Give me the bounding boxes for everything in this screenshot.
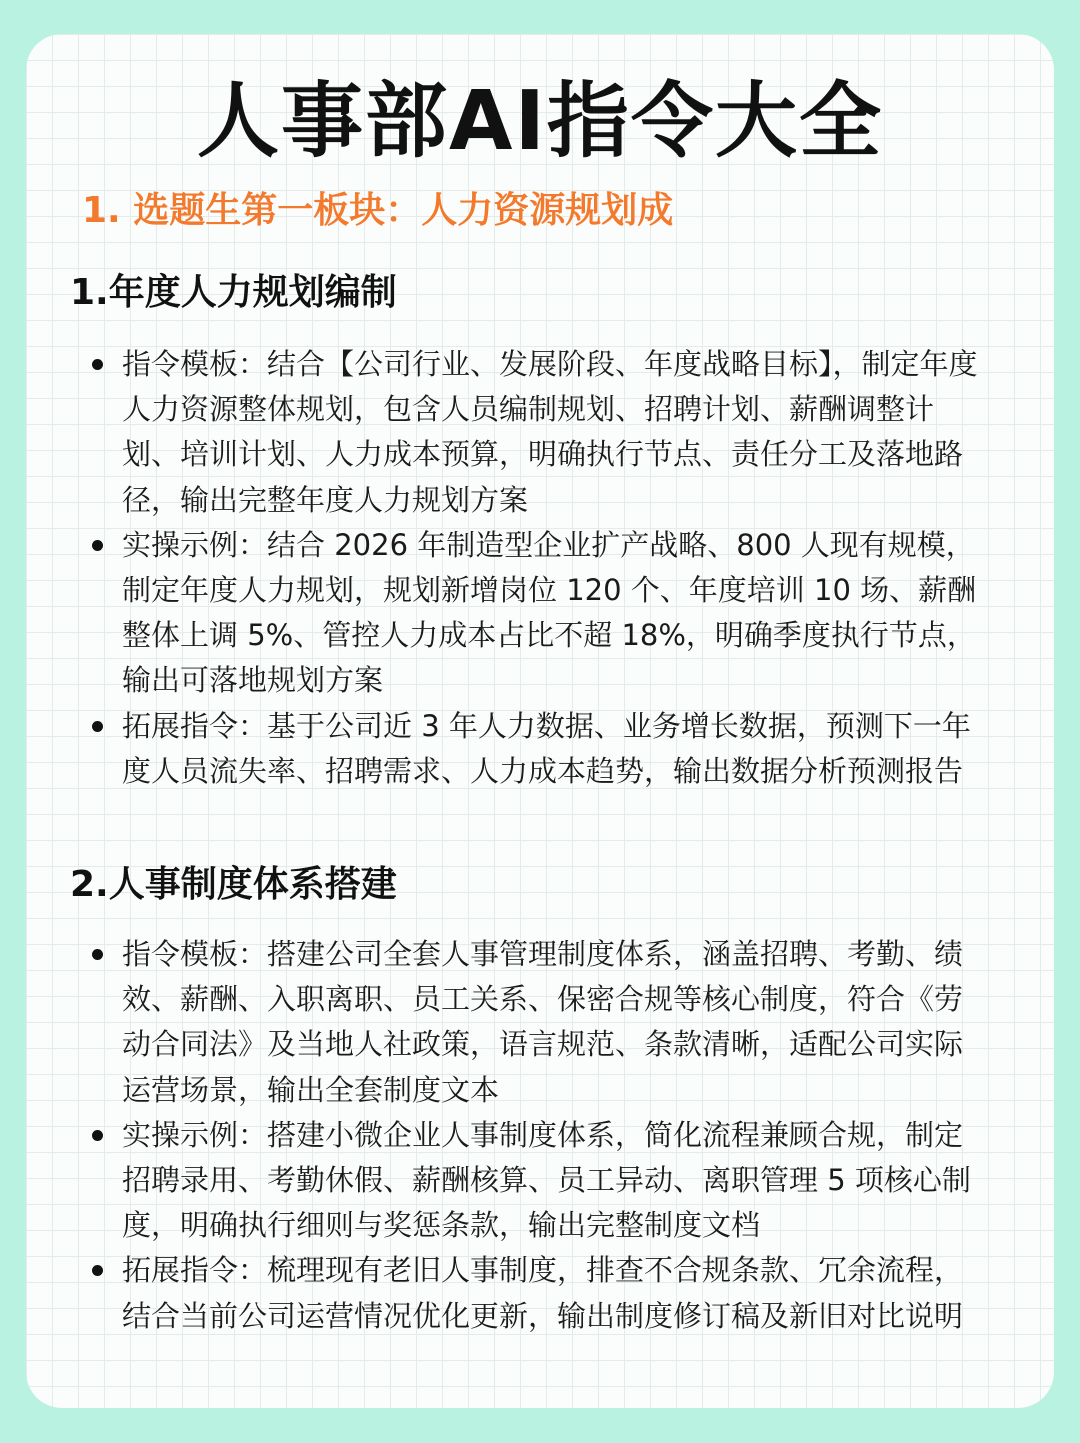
bullet-dot-icon xyxy=(92,721,103,732)
list-item-text: 拓展指令：基于公司近 3 年人力数据、业务增长数据，预测下一年度人员流失率、招聘需求、人力成本趋势，输出数据分析预测报告 xyxy=(122,708,971,788)
list-item xyxy=(88,523,988,704)
bullet-dot-icon xyxy=(92,1130,103,1141)
bullet-list-hr-policy xyxy=(88,932,988,1339)
bullet-list-annual-plan xyxy=(88,342,988,794)
list-item xyxy=(88,1113,988,1249)
content-card xyxy=(26,34,1054,1408)
section-banner: 1. 选题生第一板块：人力资源规划成 xyxy=(82,190,674,231)
bullet-dot-icon xyxy=(92,1265,103,1276)
section-heading-annual-plan: 1.年度人力规划编制 xyxy=(70,272,397,313)
bullet-dot-icon xyxy=(92,949,103,960)
section-heading-hr-policy: 2.人事制度体系搭建 xyxy=(70,864,397,905)
list-item-text: 拓展指令：梳理现有老旧人事制度，排查不合规条款、冗余流程，结合当前公司运营情况优化更新，输出制度修订稿及新旧对比说明 xyxy=(122,1253,964,1333)
list-item-text: 实操示例：结合 2026 年制造型企业扩产战略、800 人现有规模，制定年度人力规划，规划新增岗位 120 个、年度培训 10 场、薪酬整体上调 5%、管控人力成本占比不超 18%，明确季度执行节点，输出可落地规划方案 xyxy=(122,527,977,698)
page-title: 人事部AI指令大全 xyxy=(197,74,883,169)
list-item xyxy=(88,1248,988,1338)
list-item-text: 实操示例：搭建小微企业人事制度体系，简化流程兼顾合规，制定招聘录用、考勤休假、薪酬核算、员工异动、离职管理 5 项核心制度，明确执行细则与奖惩条款，输出完整制度文档 xyxy=(122,1117,971,1243)
list-item-text: 指令模板：搭建公司全套人事管理制度体系，涵盖招聘、考勤、绩效、薪酬、入职离职、员工关系、保密合规等核心制度，符合《劳动合同法》及当地人社政策，语言规范、条款清晰，适配公司实际运营场景，输出全套制度文本 xyxy=(122,937,964,1107)
bullet-dot-icon xyxy=(92,359,103,370)
list-item xyxy=(88,704,988,794)
list-item xyxy=(88,932,988,1113)
list-item-text: 指令模板：结合【公司行业、发展阶段、年度战略目标】，制定年度人力资源整体规划，包含人员编制规划、招聘计划、薪酬调整计划、培训计划、人力成本预算，明确执行节点、责任分工及落地路径，输出完整年度人力规划方案 xyxy=(122,347,978,517)
bullet-dot-icon xyxy=(92,540,103,551)
list-item xyxy=(88,342,988,523)
